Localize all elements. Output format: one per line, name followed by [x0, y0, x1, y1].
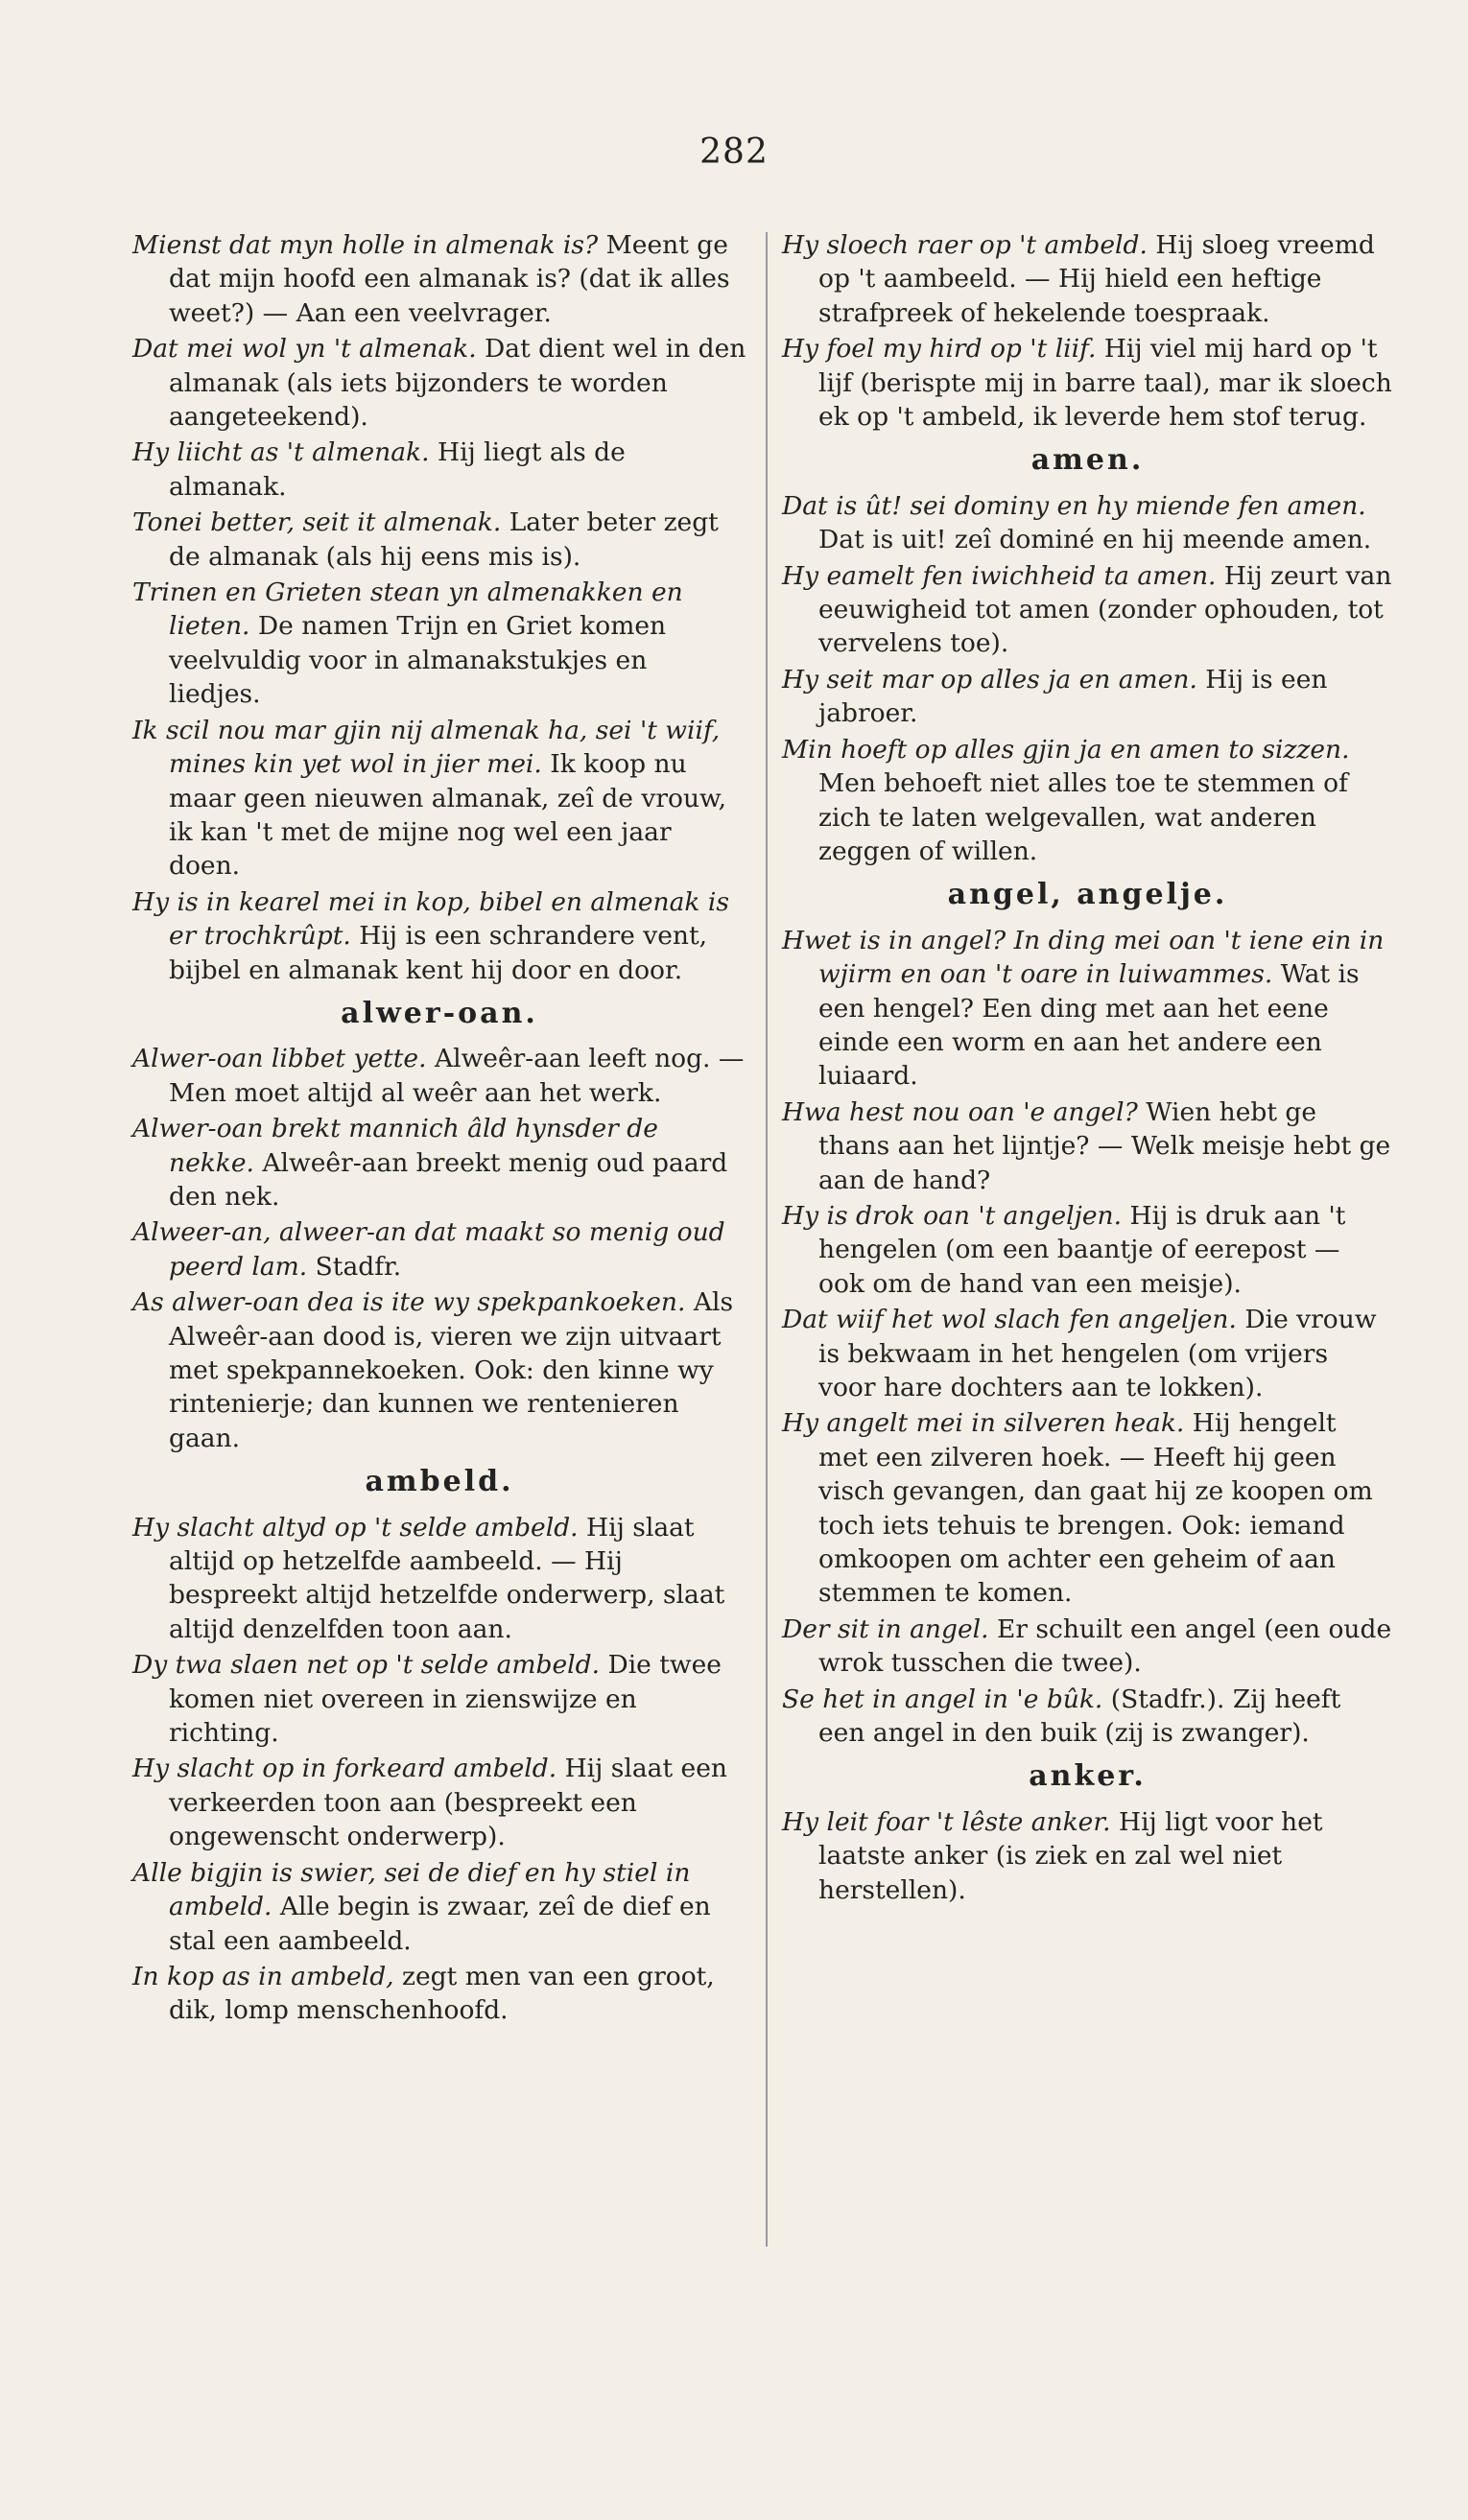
frisian-expression: Hy slacht op in forkeard ambeld. [132, 1754, 557, 1784]
dutch-translation: Hij hengelt met een zilveren hoek. — Heeft hij geen visch gevangen, dan gaat hij ze koopen om toch iets tehuis te brengen. Ook: iemand omkoopen om achter een geheim of aan stemmen te komen. [818, 1408, 1373, 1609]
dutch-translation: Alweêr-aan breekt menig oud paard den nek. [169, 1147, 728, 1212]
dutch-translation: Alweêr-aan leeft nog. — Men moet altijd al weêr aan het werk. [169, 1044, 745, 1108]
proverb-entry [782, 1805, 1393, 1907]
frisian-expression: Hy is drok oan 't angeljen. [782, 1200, 1123, 1231]
dutch-translation: (Stadfr.). Zij heeft een angel in den buik (zij is zwanger). [818, 1684, 1341, 1749]
section-heading: ambeld. [365, 1465, 514, 1499]
dutch-translation: Als Alweêr-aan dood is, vieren we zijn uitvaart met spekpannekoeken. Ook: den kinne wy rintenierje; dan kunnen we rentenieren gaan. [169, 1287, 734, 1453]
dutch-translation: Hij ligt voor het laatste anker (is ziek en zal wel niet herstellen). [818, 1806, 1323, 1905]
frisian-expression: Trinen en Grieten stean yn almenakken en lieten. [132, 577, 683, 642]
proverb-entry [132, 1856, 746, 1958]
frisian-expression: Hy leit foar 't lêste anker. [782, 1806, 1111, 1837]
proverb-entry [782, 733, 1393, 869]
frisian-expression: Alle bigjin is swier, sei de dief en hy stiel in ambeld. [132, 1857, 691, 1922]
dutch-translation: De namen Trijn en Griet komen veelvuldig voor in almanakstukjes en liedjes. [169, 611, 667, 710]
proverb-entry [132, 332, 746, 434]
proverb-entry [782, 332, 1393, 434]
proverb-entry [132, 1960, 746, 2028]
dutch-translation: Hij viel mij hard op 't lijf (berispte mij in barre taal), mar ik sloech ek op 't ambeld, ik leverde hem stof terug. [818, 334, 1392, 433]
proverb-entry [782, 1095, 1393, 1197]
frisian-expression: Hy is in kearel mei in kop, bibel en almenak is er trochkrûpt. [132, 886, 729, 952]
frisian-expression: Tonei better, seit it almenak. [132, 507, 502, 538]
proverb-entry [782, 1406, 1393, 1610]
frisian-expression: Dat is ût! sei dominy en hy miende fen amen. [782, 490, 1366, 521]
right-column [782, 228, 1393, 1909]
frisian-expression: Dy twa slaen net op 't selde ambeld. [132, 1650, 601, 1681]
frisian-expression: Ik scil nou mar gjin nij almenak ha, sei 't wiif, mines kin yet wol in jier mei. [132, 715, 721, 780]
page-number: 282 [699, 132, 769, 172]
dutch-translation: Stadfr. [307, 1251, 402, 1282]
section-heading: amen. [1030, 443, 1145, 478]
dutch-translation: Hij is een schrandere vent, bijbel en almanak kent hij door en door. [169, 921, 708, 985]
proverb-entry [132, 506, 746, 574]
left-column [132, 228, 746, 2030]
frisian-expression: Hwa hest nou oan 'e angel? [782, 1096, 1138, 1127]
section-heading: anker. [1029, 1759, 1147, 1794]
proverb-entry [132, 228, 746, 330]
frisian-expression: Dat wiif het wol slach fen angeljen. [782, 1305, 1237, 1335]
frisian-expression: Hy liicht as 't almenak. [132, 437, 430, 468]
frisian-expression: Hy angelt mei in silveren heak. [782, 1408, 1185, 1439]
dutch-translation: Hij sloeg vreemd op 't aambeeld. — Hij hield een heftige strafpreek of hekelende toespraak. [818, 230, 1375, 328]
dutch-translation: Wat is een hengel? Een ding met aan het eene einde een worm en aan het andere een luiaard. [818, 959, 1360, 1092]
proverb-entry [132, 1511, 746, 1647]
proverb-entry [132, 436, 746, 504]
frisian-expression: Dat mei wol yn 't almenak. [132, 334, 477, 365]
proverb-entry [132, 1648, 746, 1750]
proverb-entry [132, 885, 746, 987]
dutch-translation: Hij slaat altijd op hetzelfde aambeeld. — Hij bespreekt altijd hetzelfde onderwerp, slaat altijd denzelfden toon aan. [169, 1512, 725, 1644]
dutch-translation: Hij is een jabroer. [818, 664, 1328, 729]
frisian-expression: Min hoeft op alles gjin ja en amen to sizzen. [782, 734, 1350, 765]
proverb-entry [782, 1613, 1393, 1681]
frisian-expression: Hy seit mar op alles ja en amen. [782, 664, 1197, 695]
dutch-translation: Wien hebt ge thans aan het lijntje? — Welk meisje hebt ge aan de hand? [818, 1096, 1391, 1195]
dutch-translation: Hij liegt als de almanak. [169, 437, 626, 502]
dutch-translation: Meent ge dat mijn hoofd een almanak is? (dat ik alles weet?) — Aan een veelvrager. [169, 230, 730, 328]
proverb-entry [132, 714, 746, 883]
dutch-translation: Die twee komen niet overeen in zienswijze en richting. [169, 1650, 722, 1749]
section-heading: angel, angelje. [947, 878, 1228, 912]
frisian-expression: As alwer-oan dea is ite wy spekpankoeken. [132, 1287, 686, 1318]
dutch-translation: Hij zeurt van eeuwigheid tot amen (zonder ophouden, tot vervelens toe). [818, 560, 1392, 659]
proverb-entry [782, 489, 1393, 557]
dutch-translation: Alle begin is zwaar, zeî de dief en stal een aambeeld. [169, 1892, 711, 1956]
proverb-entry [782, 228, 1393, 330]
proverb-entry [132, 1285, 746, 1455]
frisian-expression: Hy foel my hird op 't liif. [782, 334, 1097, 365]
dutch-translation: zegt men van een groot, dik, lomp menschenhoofd. [169, 1961, 715, 2026]
frisian-expression: Alwer-oan libbet yette. [132, 1044, 427, 1074]
frisian-expression: Se het in angel in 'e bûk. [782, 1684, 1103, 1714]
proverb-entry [782, 1303, 1393, 1404]
dutch-translation: Dat is uit! zeî dominé en hij meende amen. [818, 525, 1372, 555]
dutch-translation: Er schuilt een angel (een oude wrok tusschen die twee). [818, 1613, 1392, 1679]
dutch-translation: Hij is druk aan 't hengelen (om een baantje of eerepost — ook om de hand van een meisje). [818, 1200, 1346, 1299]
proverb-entry [782, 924, 1393, 1094]
dutch-translation: Later beter zegt de almanak (als hij eens mis is). [169, 507, 719, 572]
column-divider [766, 232, 768, 2247]
frisian-expression: Mienst dat myn holle in almenak is? [132, 230, 599, 260]
proverb-entry [782, 663, 1393, 731]
dutch-translation: Dat dient wel in den almanak (als iets bijzonders te worden aangeteekend). [169, 334, 746, 433]
proverb-entry [132, 1042, 746, 1110]
proverb-entry [132, 1112, 746, 1213]
dutch-translation: Hij slaat een verkeerden toon aan (bespreekt een ongewenscht onderwerp). [169, 1754, 727, 1852]
frisian-expression: Der sit in angel. [782, 1613, 989, 1644]
proverb-entry [782, 1199, 1393, 1301]
proverb-entry [782, 559, 1393, 661]
frisian-expression: Hy eamelt fen iwichheid ta amen. [782, 560, 1217, 591]
frisian-expression: Alwer-oan brekt mannich âld hynsder de nekke. [132, 1114, 658, 1178]
section-heading: alwer-oan. [341, 996, 538, 1030]
dutch-translation: Die vrouw is bekwaam in het hengelen (om vrijers voor hare dochters aan te lokken). [818, 1305, 1377, 1402]
proverb-entry [782, 1683, 1393, 1751]
proverb-entry [132, 576, 746, 712]
frisian-expression: Hwet is in angel? In ding mei oan 't iene ein in wjirm en oan 't oare in luiwammes. [782, 925, 1385, 990]
proverb-entry [132, 1215, 746, 1284]
frisian-expression: Hy sloech raer op 't ambeld. [782, 230, 1148, 260]
frisian-expression: Hy slacht altyd op 't selde ambeld. [132, 1512, 579, 1543]
frisian-expression: In kop as in ambeld, [132, 1961, 394, 1991]
proverb-entry [132, 1752, 746, 1853]
frisian-expression: Alweer-an, alweer-an dat maakt so menig oud peerd lam. [132, 1217, 725, 1282]
dutch-translation: Ik koop nu maar geen nieuwen almanak, zeî de vrouw, ik kan 't met de mijne nog wel een jaar doen. [169, 749, 726, 882]
dutch-translation: Men behoeft niet alles toe te stemmen of zich te laten welgevallen, wat anderen zeggen of willen. [818, 768, 1348, 866]
